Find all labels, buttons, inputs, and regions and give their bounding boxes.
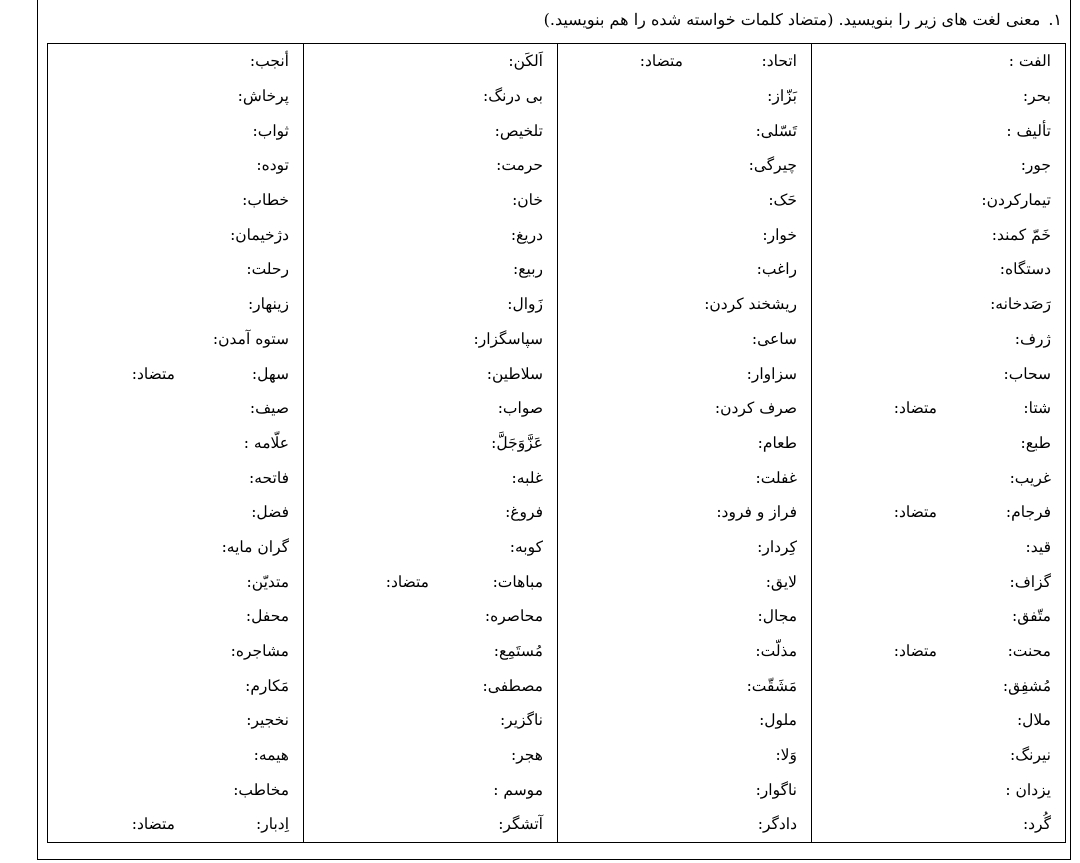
vocab-word: ساعی: <box>751 329 797 348</box>
vocab-cell[interactable] <box>48 356 304 391</box>
vocab-word: کِردار: <box>757 537 797 556</box>
vocab-cell[interactable] <box>48 599 304 634</box>
vocab-cell[interactable] <box>304 703 558 738</box>
vocab-word: مخاطب: <box>233 780 289 799</box>
vocab-cell[interactable] <box>48 668 304 703</box>
vocab-cell[interactable] <box>812 356 1066 391</box>
vocab-word: ناگزیر: <box>499 711 543 730</box>
vocab-cell[interactable] <box>558 79 812 114</box>
vocab-row <box>48 113 1066 148</box>
vocab-word: علّامه : <box>243 433 289 452</box>
vocab-word: دادگر: <box>757 815 797 834</box>
vocab-word: کوبه: <box>509 537 543 556</box>
vocab-word: ربیع: <box>513 260 543 279</box>
vocab-cell[interactable] <box>48 772 304 807</box>
vocab-word: ژرف: <box>1014 329 1051 348</box>
vocab-cell[interactable] <box>304 287 558 322</box>
vocabulary-table <box>47 43 1066 843</box>
vocab-word: قید: <box>1025 537 1051 556</box>
vocab-word: سزاوار: <box>746 364 797 383</box>
vocab-cell[interactable] <box>558 703 812 738</box>
vocab-cell[interactable] <box>558 44 812 79</box>
vocab-word: لایق: <box>765 572 797 591</box>
vocab-word: اتحاد: <box>761 52 797 71</box>
vocab-row <box>48 807 1066 842</box>
vocab-cell[interactable] <box>304 79 558 114</box>
vocab-cell[interactable] <box>48 183 304 218</box>
vocab-word: مُشفِق: <box>1002 676 1051 695</box>
vocab-word: جور: <box>1020 156 1051 175</box>
vocab-word: مُستَمِع: <box>493 642 543 661</box>
vocab-cell[interactable] <box>48 287 304 322</box>
antonym-label: متضاد: <box>639 52 683 71</box>
vocab-cell[interactable] <box>304 460 558 495</box>
vocab-word: تألیف : <box>1006 121 1051 140</box>
vocab-word: پرخاش: <box>237 87 289 106</box>
vocab-row <box>48 460 1066 495</box>
vocab-cell[interactable] <box>812 113 1066 148</box>
vocab-cell[interactable] <box>304 564 558 599</box>
vocab-word: نیرنگ: <box>1010 746 1051 765</box>
vocab-cell[interactable] <box>48 460 304 495</box>
vocab-word: موسم : <box>493 780 543 799</box>
vocab-cell[interactable] <box>48 495 304 530</box>
vocab-row <box>48 703 1066 738</box>
vocab-word: دستگاه: <box>999 260 1051 279</box>
vocab-word: خَمّ کمند: <box>991 225 1051 244</box>
vocab-cell[interactable] <box>48 113 304 148</box>
vocab-word: مصطفی: <box>482 676 543 695</box>
vocab-row <box>48 426 1066 461</box>
vocab-cell[interactable] <box>812 599 1066 634</box>
vocab-word: تلخیص: <box>494 121 543 140</box>
vocab-cell[interactable] <box>304 148 558 183</box>
vocab-word: دژخیمان: <box>230 225 289 244</box>
vocab-word: گزاف: <box>1009 572 1051 591</box>
antonym-label: متضاد: <box>893 399 937 418</box>
vocab-cell[interactable] <box>48 252 304 287</box>
vocab-cell[interactable] <box>558 287 812 322</box>
vocab-cell[interactable] <box>48 703 304 738</box>
vocab-word: ثواب: <box>252 121 289 140</box>
vocab-cell[interactable] <box>48 564 304 599</box>
vocab-cell[interactable] <box>304 252 558 287</box>
vocab-word: صواب: <box>497 399 543 418</box>
vocab-cell[interactable] <box>48 738 304 773</box>
vocab-word: أنجب: <box>249 52 289 71</box>
vocab-cell[interactable] <box>558 738 812 773</box>
vocab-cell[interactable] <box>48 148 304 183</box>
vocab-cell[interactable] <box>304 530 558 565</box>
vocab-word: گُرد: <box>1022 815 1051 834</box>
vocab-word: فراز و فرود: <box>716 503 797 522</box>
vocab-word: سلاطین: <box>486 364 543 383</box>
vocab-word: ملول: <box>759 711 797 730</box>
vocab-row <box>48 634 1066 669</box>
vocab-word: مذلّت: <box>755 642 797 661</box>
vocab-cell[interactable] <box>48 217 304 252</box>
vocab-cell[interactable] <box>812 530 1066 565</box>
vocab-row <box>48 287 1066 322</box>
vocab-row <box>48 599 1066 634</box>
vocab-word: غریب: <box>1009 468 1051 487</box>
vocab-word: دریغ: <box>510 225 543 244</box>
vocab-word: صیف: <box>249 399 289 418</box>
vocab-word: ناگوار: <box>755 780 797 799</box>
vocab-cell[interactable] <box>48 530 304 565</box>
vocab-cell[interactable] <box>812 772 1066 807</box>
vocab-word: متدیّن: <box>246 572 289 591</box>
vocab-row <box>48 79 1066 114</box>
vocab-row <box>48 252 1066 287</box>
vocab-row <box>48 356 1066 391</box>
vocab-cell[interactable] <box>558 252 812 287</box>
vocab-word: بحر: <box>1022 87 1051 106</box>
vocab-word: زینهار: <box>247 295 289 314</box>
vocab-cell[interactable] <box>812 148 1066 183</box>
vocab-word: محنت: <box>1007 642 1051 661</box>
vocab-cell[interactable] <box>812 807 1066 842</box>
vocab-cell[interactable] <box>304 426 558 461</box>
vocab-row <box>48 391 1066 426</box>
vocab-row <box>48 564 1066 599</box>
vocab-cell[interactable] <box>812 183 1066 218</box>
vocab-row <box>48 530 1066 565</box>
vocab-word: فروغ: <box>505 503 543 522</box>
vocab-cell[interactable] <box>812 426 1066 461</box>
vocab-cell[interactable] <box>304 807 558 842</box>
antonym-label: متضاد: <box>131 364 175 383</box>
vocab-word: سپاسگزار: <box>473 329 543 348</box>
vocab-cell[interactable] <box>812 703 1066 738</box>
vocab-word: الفت : <box>1008 52 1051 71</box>
vocab-row <box>48 183 1066 218</box>
vocab-cell[interactable] <box>558 113 812 148</box>
vocab-word: حرمت: <box>496 156 543 175</box>
vocab-cell[interactable] <box>304 217 558 252</box>
vocab-cell[interactable] <box>304 391 558 426</box>
vocab-cell[interactable] <box>558 322 812 357</box>
vocab-word: آتشگر: <box>498 815 543 834</box>
vocab-word: متّفق: <box>1012 607 1051 626</box>
vocab-cell[interactable] <box>304 183 558 218</box>
vocab-cell[interactable] <box>558 426 812 461</box>
vocab-cell[interactable] <box>812 287 1066 322</box>
vocab-word: یزدان : <box>1005 780 1051 799</box>
vocab-word: ستوه آمدن: <box>212 329 289 348</box>
antonym-label: متضاد: <box>893 503 937 522</box>
vocab-word: تیمارکردن: <box>981 191 1051 210</box>
vocab-word: ملال: <box>1016 711 1051 730</box>
question-title <box>544 10 1062 29</box>
vocab-word: عَزَّوَجَلَّ: <box>491 433 543 452</box>
vocab-word: خوار: <box>762 225 797 244</box>
vocab-word: صرف کردن: <box>714 399 797 418</box>
vocab-cell[interactable] <box>558 807 812 842</box>
vocab-cell[interactable] <box>558 183 812 218</box>
vocab-cell[interactable] <box>48 79 304 114</box>
vocab-word: فاتحه: <box>249 468 289 487</box>
vocab-word: مَشَقّت: <box>746 676 797 695</box>
vocab-word: سهل: <box>251 364 289 383</box>
vocab-cell[interactable] <box>304 44 558 79</box>
vocab-word: فضل: <box>251 503 289 522</box>
vocab-word: زَوال: <box>507 295 543 314</box>
vocab-cell[interactable] <box>558 772 812 807</box>
vocab-cell[interactable] <box>48 322 304 357</box>
vocab-word: طعام: <box>757 433 797 452</box>
antonym-label: متضاد: <box>385 572 429 591</box>
vocab-word: خطاب: <box>242 191 289 210</box>
vocab-word: اِدبار: <box>256 815 289 834</box>
vocab-word: مَکارم: <box>245 676 289 695</box>
vocab-word: شتا: <box>1023 399 1051 418</box>
vocab-row <box>48 322 1066 357</box>
vocab-word: هجر: <box>511 746 543 765</box>
vocab-row <box>48 44 1066 79</box>
vocab-row <box>48 772 1066 807</box>
vocab-cell[interactable] <box>812 564 1066 599</box>
vocab-word: سحاب: <box>1003 364 1051 383</box>
vocab-cell[interactable] <box>812 460 1066 495</box>
vocab-cell[interactable] <box>812 252 1066 287</box>
vocab-word: تَسّلی: <box>755 121 797 140</box>
vocab-cell[interactable] <box>812 495 1066 530</box>
vocab-word: بی درنگ: <box>483 87 543 106</box>
vocab-cell[interactable] <box>558 530 812 565</box>
vocab-cell[interactable] <box>48 391 304 426</box>
antonym-label: متضاد: <box>131 815 175 834</box>
question-instruction: معنی لغت های زیر را بنویسید. (متضاد کلمات خواسته شده را هم بنویسید.) <box>543 10 1041 29</box>
vocab-row <box>48 738 1066 773</box>
vocab-cell[interactable] <box>558 564 812 599</box>
vocab-cell[interactable] <box>48 807 304 842</box>
vocab-cell[interactable] <box>48 634 304 669</box>
vocab-cell[interactable] <box>304 738 558 773</box>
vocab-cell[interactable] <box>558 495 812 530</box>
vocab-cell[interactable] <box>812 668 1066 703</box>
vocab-word: چیرگی: <box>748 156 797 175</box>
vocab-cell[interactable] <box>812 217 1066 252</box>
vocab-word: نخجیر: <box>246 711 289 730</box>
vocab-word: طبع: <box>1020 433 1051 452</box>
vocab-cell[interactable] <box>812 44 1066 79</box>
vocab-cell[interactable] <box>812 634 1066 669</box>
vocab-cell[interactable] <box>304 772 558 807</box>
vocab-cell[interactable] <box>304 634 558 669</box>
vocab-cell[interactable] <box>812 79 1066 114</box>
vocab-word: راغب: <box>756 260 797 279</box>
vocab-row <box>48 495 1066 530</box>
vocab-word: هیمه: <box>253 746 289 765</box>
vocab-cell[interactable] <box>812 322 1066 357</box>
vocab-cell[interactable] <box>304 668 558 703</box>
vocab-row <box>48 217 1066 252</box>
vocab-word: ریشخند کردن: <box>704 295 797 314</box>
vocab-word: مشاجره: <box>230 642 289 661</box>
vocab-word: مجال: <box>757 607 797 626</box>
antonym-label: متضاد: <box>893 642 937 661</box>
vocab-word: خان: <box>512 191 543 210</box>
vocab-word: غلبه: <box>511 468 543 487</box>
vocab-cell[interactable] <box>304 113 558 148</box>
vocab-word: رحلت: <box>246 260 289 279</box>
vocab-cell[interactable] <box>812 391 1066 426</box>
vocab-word: بَزّاز: <box>767 87 797 106</box>
vocab-row <box>48 148 1066 183</box>
vocab-cell[interactable] <box>304 356 558 391</box>
vocab-word: وَلا: <box>775 746 797 765</box>
vocab-cell[interactable] <box>558 460 812 495</box>
vocab-cell[interactable] <box>558 148 812 183</box>
vocab-word: محفل: <box>245 607 289 626</box>
vocab-word: گران مایه: <box>221 537 289 556</box>
vocab-cell[interactable] <box>558 599 812 634</box>
vocab-word: توده: <box>256 156 289 175</box>
vocab-cell[interactable] <box>812 738 1066 773</box>
vocab-word: رَصَدخانه: <box>990 295 1051 314</box>
vocab-word: فرجام: <box>1005 503 1051 522</box>
vocab-cell[interactable] <box>558 391 812 426</box>
vocab-cell[interactable] <box>558 356 812 391</box>
vocab-cell[interactable] <box>48 44 304 79</box>
vocab-word: محاصره: <box>484 607 543 626</box>
vocab-word: غفلت: <box>755 468 797 487</box>
worksheet-frame <box>37 0 1071 860</box>
vocab-cell[interactable] <box>48 426 304 461</box>
question-number: ۱. <box>1048 10 1062 29</box>
vocab-cell[interactable] <box>304 322 558 357</box>
vocab-cell[interactable] <box>304 495 558 530</box>
vocab-word: اَلکَن: <box>508 52 543 71</box>
vocab-row <box>48 668 1066 703</box>
vocab-cell[interactable] <box>558 634 812 669</box>
vocab-word: مباهات: <box>492 572 543 591</box>
vocab-cell[interactable] <box>558 668 812 703</box>
vocab-cell[interactable] <box>304 599 558 634</box>
vocab-word: حَک: <box>768 191 797 210</box>
vocab-cell[interactable] <box>558 217 812 252</box>
